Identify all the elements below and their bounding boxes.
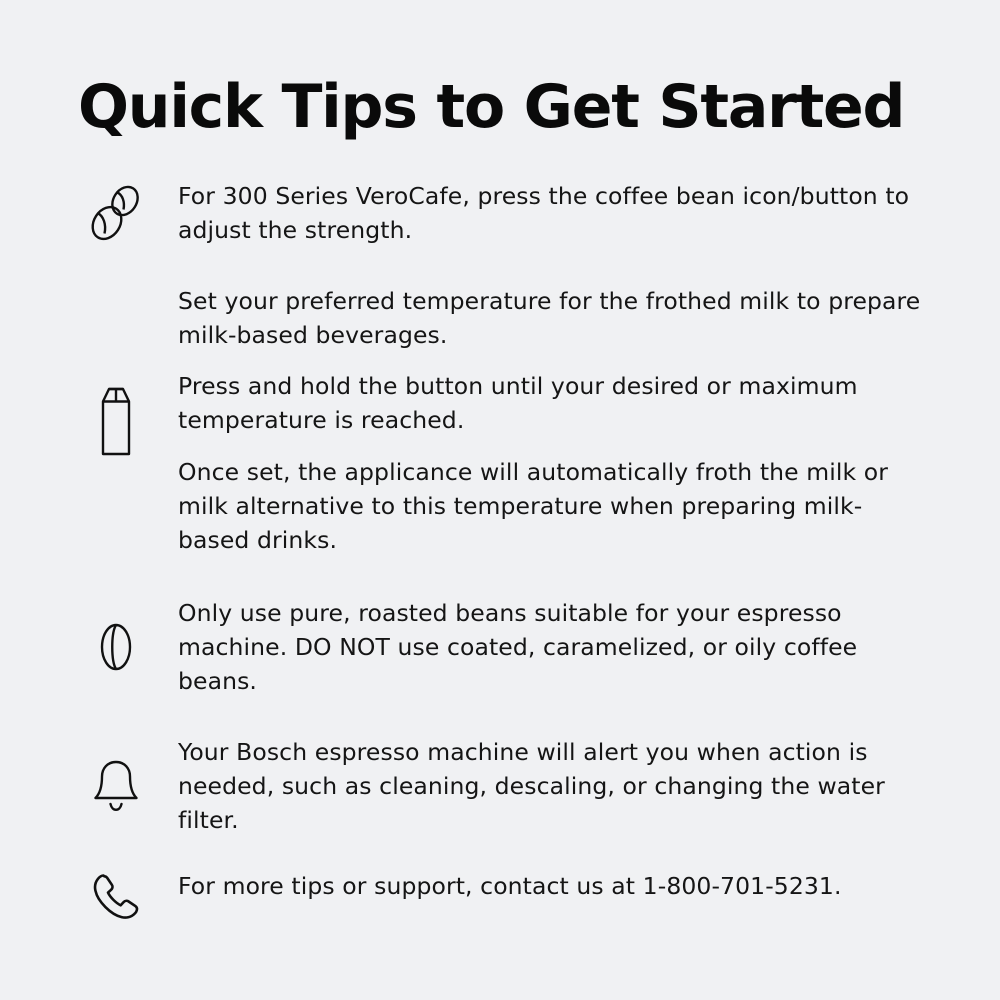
tip-paragraph: Only use pure, roasted beans suitable for your espresso machine. DO NOT use coated, caramelized, or oily coffee beans. [178,598,858,696]
tip-paragraph: Press and hold the button until your desired or maximum temperature is reached. [178,372,858,435]
list-item [78,179,930,248]
tip-paragraph: For more tips or support, contact us at 1-800-701-5231. [178,872,842,901]
page-title: Quick Tips to Get Started [78,72,905,142]
tip-text-group [154,735,930,838]
tip-paragraph: Set your preferred temperature for the frothed milk to prepare milk-based beverages. [178,286,921,349]
phone-icon [78,869,154,927]
tip-text-group [154,179,930,248]
list-item [78,596,930,699]
list-item [78,869,930,927]
tip-text-group [154,284,930,558]
tips-list [78,179,930,927]
milk-carton-icon [78,384,154,458]
tip-text-group [154,596,930,699]
single-coffee-bean-icon [78,616,154,678]
list-item [78,735,930,838]
tip-text-group [154,869,930,903]
list-item [78,284,930,558]
tip-paragraph: Once set, the applicance will automatically froth the milk or milk alternative to this temperature when preparing milk-based drinks. [178,457,889,555]
tip-paragraph: For 300 Series VeroCafe, press the coffee bean icon/button to adjust the strength. [178,182,910,245]
tip-paragraph: Your Bosch espresso machine will alert you when action is needed, such as cleaning, descaling, or changing the water filter. [178,737,885,835]
bell-icon [78,756,154,816]
coffee-beans-icon [78,179,154,243]
